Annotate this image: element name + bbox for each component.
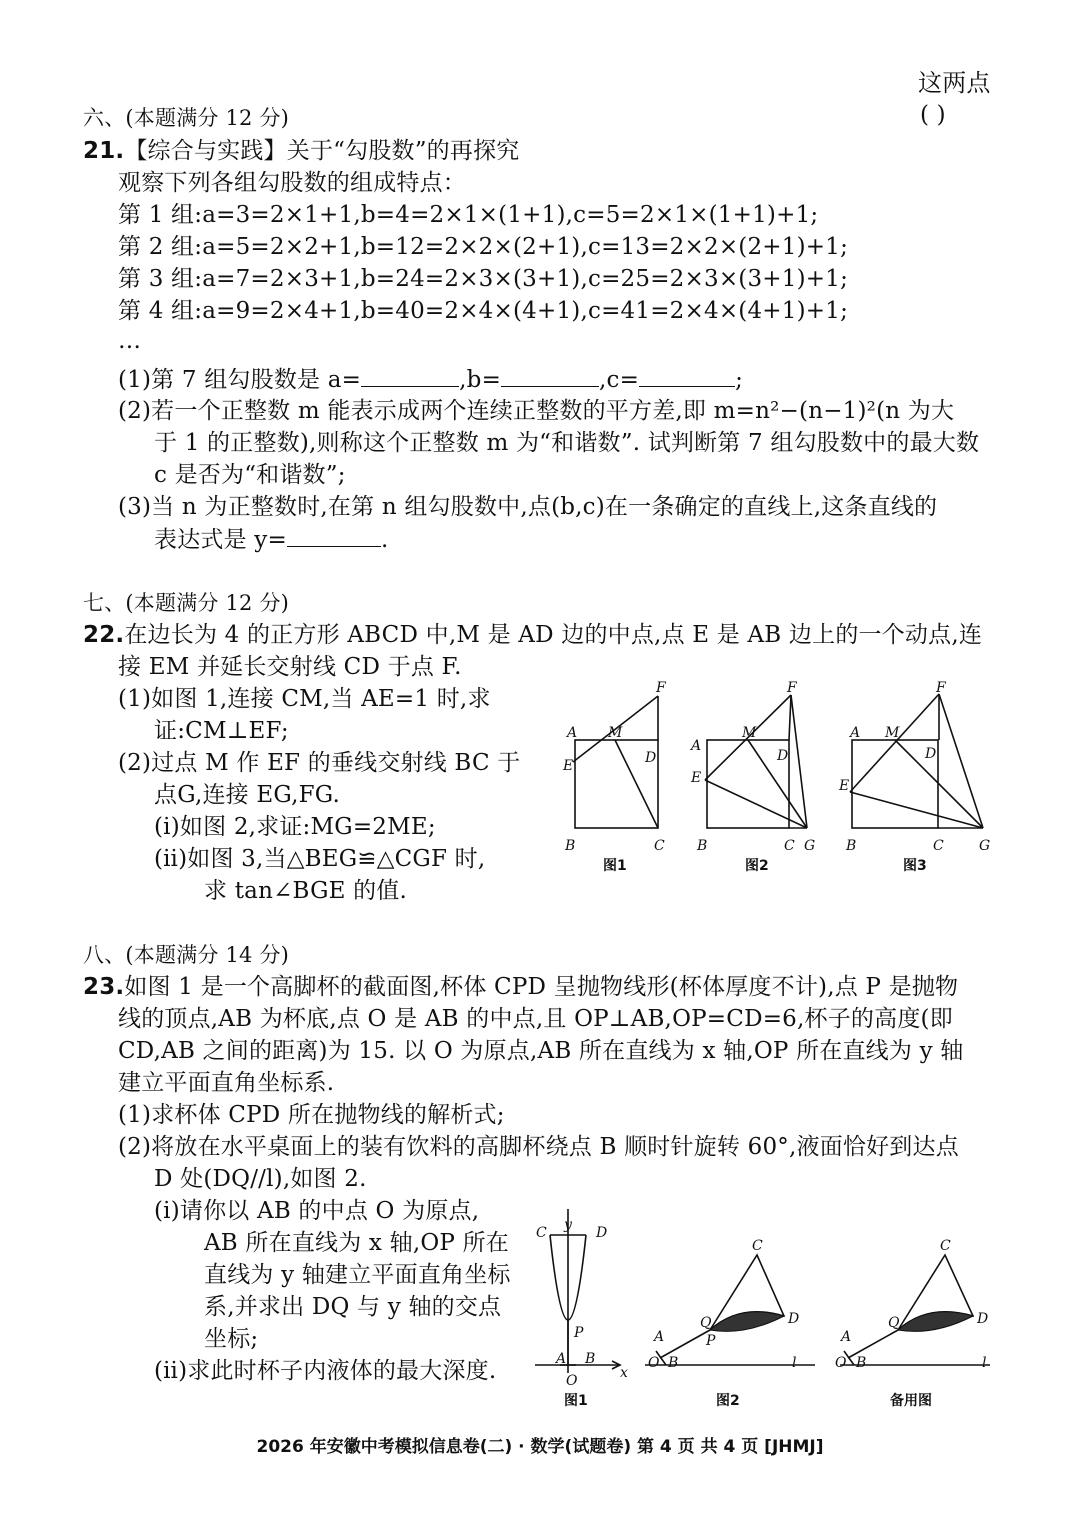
- q23-part-2-i-line-4: 系,并求出 DQ 与 y 轴的交点: [204, 1294, 502, 1320]
- q21-p3-label: 表达式是 y=: [154, 527, 287, 553]
- q21-group-2: 第 2 组:a=5=2×2+1,b=12=2×2×(2+1),c=13=2×2×(2+1)+1;: [118, 234, 849, 260]
- q23-part-1: (1)求杯体 CPD 所在抛物线的解析式;: [118, 1102, 505, 1128]
- svg-text:B: B: [697, 838, 708, 854]
- q23-fig-3-caption: 备用图: [890, 1393, 932, 1409]
- q21-p1-b-label: ,b=: [459, 367, 502, 393]
- answer-blank-c[interactable]: [639, 364, 735, 387]
- q21-title-text: 【综合与实践】关于“勾股数”的再探究: [124, 138, 520, 164]
- answer-blank-a[interactable]: [361, 364, 459, 387]
- svg-text:C: C: [940, 1238, 951, 1254]
- svg-text:C: C: [752, 1238, 763, 1254]
- q23-line-1-text: 如图 1 是一个高脚杯的截面图,杯体 CPD 呈抛物线形(杯体厚度不计),点 P 是抛物: [124, 974, 959, 1000]
- q21-group-4: 第 4 组:a=9=2×4+1,b=40=2×4×(4+1),c=41=2×4×(4+1)+1;: [118, 298, 849, 324]
- svg-text:E: E: [839, 778, 850, 794]
- q23-part-2-line-1: (2)将放在水平桌面上的装有饮料的高脚杯绕点 B 顺时针旋转 60°,液面恰好到达点: [118, 1134, 959, 1160]
- q22-fig-2-caption: 图2: [745, 858, 769, 874]
- svg-text:C: C: [536, 1225, 547, 1241]
- svg-text:G: G: [804, 838, 816, 854]
- svg-text:A: A: [841, 1329, 852, 1345]
- q21-part-2-line-3: c 是否为“和谐数”;: [154, 462, 346, 488]
- svg-text:Q: Q: [700, 1315, 712, 1331]
- q22-part-2-i: (ⅰ)如图 2,求证:MG=2ME;: [154, 814, 436, 840]
- q23-line-4: 建立平面直角坐标系.: [118, 1070, 335, 1096]
- q21-number: 21.: [83, 138, 125, 164]
- svg-text:O: O: [835, 1355, 847, 1371]
- svg-text:P: P: [574, 1325, 584, 1341]
- svg-text:M: M: [885, 725, 900, 741]
- svg-text:l: l: [792, 1355, 797, 1371]
- q21-part-2-line-1: (2)若一个正整数 m 能表示成两个连续正整数的平方差,即 m=n²−(n−1)²(n 为大: [118, 398, 955, 424]
- q23-part-2-i-line-5: 坐标;: [204, 1326, 259, 1352]
- q23-line-2: 线的顶点,AB 为杯底,点 O 是 AB 的中点,且 OP⊥AB,OP=CD=6,杯子的高度(即: [118, 1006, 953, 1032]
- top-right-paren: ( ): [920, 102, 946, 128]
- svg-text:D: D: [788, 1311, 800, 1327]
- svg-text:O: O: [566, 1373, 578, 1389]
- svg-text:M: M: [742, 725, 757, 741]
- svg-text:D: D: [645, 750, 657, 766]
- top-right-text: 这两点: [918, 69, 991, 97]
- svg-text:D: D: [977, 1311, 989, 1327]
- svg-text:E: E: [691, 770, 702, 786]
- svg-text:D: D: [925, 746, 937, 762]
- q21-p1-a-label: (1)第 7 组勾股数是 a=: [118, 367, 362, 393]
- q21-part-2-line-2: 于 1 的正整数),则称这个正整数 m 为“和谐数”. 试判断第 7 组勾股数中的最大数: [154, 430, 980, 456]
- svg-text:y: y: [564, 1217, 572, 1233]
- q22-part-1-line-2: 证:CM⊥EF;: [154, 718, 289, 744]
- section-7-header: 七、(本题满分 12 分): [83, 591, 290, 615]
- q22-number: 22.: [83, 622, 125, 648]
- svg-text:Q: Q: [888, 1315, 900, 1331]
- svg-text:G: G: [979, 838, 991, 854]
- q22-part-2-ii-line-1: (ⅱ)如图 3,当△BEG≌△CGF 时,: [154, 846, 486, 872]
- q22-part-2-line-1: (2)过点 M 作 EF 的垂线交射线 BC 于: [118, 750, 521, 776]
- svg-text:C: C: [654, 838, 665, 854]
- svg-text:C: C: [933, 838, 944, 854]
- q22-line-1-text: 在边长为 4 的正方形 ABCD 中,M 是 AD 边的中点,点 E 是 AB 边上的一个动点,连: [124, 622, 983, 648]
- q21-title: [83, 136, 519, 166]
- q22-line-1: [83, 620, 982, 650]
- q21-ellipsis: …: [118, 328, 142, 354]
- svg-text:x: x: [620, 1365, 628, 1381]
- q23-part-2-ii: (ⅱ)求此时杯子内液体的最大深度.: [154, 1358, 497, 1384]
- svg-text:B: B: [585, 1351, 596, 1367]
- svg-text:B: B: [565, 838, 576, 854]
- q22-line-2: 接 EM 并延长交射线 CD 于点 F.: [118, 654, 462, 680]
- svg-text:P: P: [706, 1333, 716, 1349]
- q23-part-2-line-2: D 处(DQ//l),如图 2.: [154, 1166, 367, 1192]
- svg-text:A: A: [654, 1329, 665, 1345]
- q23-part-2-i-line-2: AB 所在直线为 x 轴,OP 所在: [204, 1230, 509, 1256]
- q23-part-2-i-line-3: 直线为 y 轴建立平面直角坐标: [204, 1262, 511, 1288]
- q21-part-1: [118, 364, 743, 395]
- svg-text:F: F: [787, 680, 797, 696]
- q22-part-1-line-1: (1)如图 1,连接 CM,当 AE=1 时,求: [118, 686, 491, 712]
- q23-number: 23.: [83, 974, 125, 1000]
- q21-p1-c-label: ,c=: [599, 367, 640, 393]
- q22-part-2-line-2: 点G,连接 EG,FG.: [154, 782, 341, 808]
- svg-text:D: D: [777, 748, 789, 764]
- q22-fig-3-caption: 图3: [903, 858, 927, 874]
- q22-figures: [555, 680, 1000, 880]
- q21-p3-end: .: [380, 527, 389, 553]
- svg-text:E: E: [563, 758, 574, 774]
- svg-text:A: A: [556, 1351, 567, 1367]
- q23-line-1: [83, 972, 958, 1002]
- svg-text:O: O: [648, 1355, 660, 1371]
- q23-fig-1-caption: 图1: [564, 1393, 588, 1409]
- q21-intro: 观察下列各组勾股数的组成特点：: [118, 170, 466, 196]
- svg-text:A: A: [850, 725, 861, 741]
- svg-text:A: A: [691, 738, 702, 754]
- svg-text:B: B: [668, 1355, 679, 1371]
- q22-part-2-ii-line-2: 求 tan∠BGE 的值.: [204, 878, 408, 904]
- q21-part-3-line-1: (3)当 n 为正整数时,在第 n 组勾股数中,点(b,c)在一条确定的直线上,这条直线的: [118, 494, 938, 520]
- svg-text:B: B: [846, 838, 857, 854]
- svg-text:B: B: [856, 1355, 867, 1371]
- q22-fig-1-caption: 图1: [603, 858, 627, 874]
- svg-text:l: l: [982, 1355, 987, 1371]
- svg-text:F: F: [936, 680, 946, 696]
- svg-text:C: C: [784, 838, 795, 854]
- q23-figures: [530, 1205, 1000, 1420]
- q21-group-3: 第 3 组:a=7=2×3+1,b=24=2×3×(3+1),c=25=2×3×(3+1)+1;: [118, 266, 849, 292]
- svg-text:A: A: [567, 725, 578, 741]
- q23-part-2-i-line-1: (ⅰ)请你以 AB 的中点 O 为原点,: [154, 1198, 480, 1224]
- svg-text:D: D: [596, 1225, 608, 1241]
- q23-line-3: CD,AB 之间的距离)为 15. 以 O 为原点,AB 所在直线为 x 轴,OP 所在直线为 y 轴: [118, 1038, 964, 1064]
- q21-p1-end: ;: [735, 367, 744, 393]
- svg-text:M: M: [608, 725, 623, 741]
- section-8-header: 八、(本题满分 14 分): [83, 943, 290, 967]
- section-6-header: 六、(本题满分 12 分): [83, 106, 290, 130]
- svg-text:F: F: [656, 680, 666, 696]
- q23-fig-2-caption: 图2: [716, 1393, 740, 1409]
- answer-blank-b[interactable]: [501, 364, 599, 387]
- answer-blank-line[interactable]: [287, 524, 381, 547]
- q21-part-3-line-2: [154, 524, 389, 555]
- page-footer: 2026 年安徽中考模拟信息卷(二) · 数学(试题卷) 第 4 页 共 4 页 [JHMJ]: [256, 1437, 824, 1457]
- q21-group-1: 第 1 组:a=3=2×1+1,b=4=2×1×(1+1),c=5=2×1×(1+1)+1;: [118, 202, 819, 228]
